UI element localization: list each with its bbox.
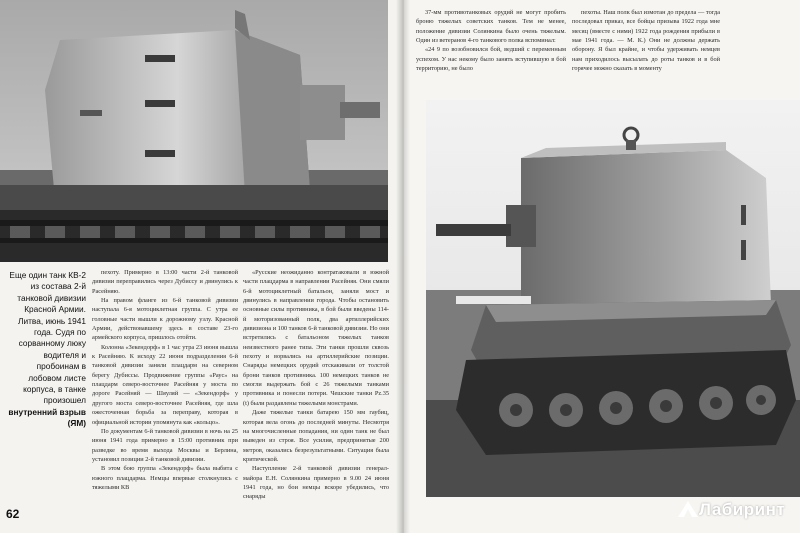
paragraph: пехоту. Примерно в 13:00 части 2-й танковой дивизии переправились через Дубиссу и двинулись к Расейняю. bbox=[92, 269, 238, 295]
caption-emphasis: внутренний взрыв bbox=[8, 406, 86, 417]
book-gutter bbox=[396, 0, 410, 533]
kv2-tank-photo-left bbox=[0, 0, 388, 262]
labirint-watermark: Лабиринт bbox=[678, 500, 785, 520]
paragraph: По документам 6-й танковой дивизии в ночь на 25 июня 1941 года примерно в 15:00 противник при разведке во время выхода Москвы и Берлина, установил позиции 2-й танковой дивизии. bbox=[92, 427, 238, 463]
paragraph: 37-мм противотанковых орудий не могут пробить броню тяжелых советских танков. Тем не менее, положение дивизии Солянкина было очень тяжелым. Один из ветеранов 4-го танкового полка вспоминал: bbox=[416, 9, 566, 45]
left-column-1 bbox=[92, 268, 238, 506]
right-column-1 bbox=[416, 8, 566, 98]
paragraph: В этом бою группа «Зекендорф» была выбита с южного плацдарма. Немцы впервые столкнулись с тяжелыми КВ bbox=[92, 465, 238, 491]
paragraph: «24 9 по возобновился бой, ведший с переменным успехом. У нас некому было занять вступившую в бой территорию, не было bbox=[416, 46, 566, 73]
right-column-2 bbox=[572, 8, 720, 98]
left-column-2 bbox=[243, 268, 389, 524]
caption-credit: (ЯМ) bbox=[67, 418, 86, 429]
kv2-tank-photo-right bbox=[426, 100, 800, 497]
paragraph: «Русские неожиданно контратаковали в южной части плацдарма в направлении Расейняя. Они смяли 6-й мотоциклетный батальон, заняли мост и двинулись в направлении города. Чтобы остановить основные силы противника, в бой были введены 114-й моторизованный полк, два артиллерийских дивизиона и 100 танков 6-й танковой дивизии. Но они встретились с батальоном тяжелых танков неизвестного ранее типа. Эти танки прошли сквозь пехоту и ворвались на артиллерийские позиции. Снаряды немецких орудий отскакивали от толстой брони танков противника. 100 немецких танков не смогли выдержать бой с 26 тяжелыми танками противника и понесли потери. Чешские танки Pz.35 (t) были раздавлены тяжелыми монстрами. bbox=[243, 269, 389, 407]
paragraph: Наступление 2-й танковой дивизии генерал-майора Е.Н. Солянкина примерно в 9.00 24 июня 1941 года, но бои немцы вскоре убедились, что снаряды bbox=[243, 465, 389, 501]
photo-caption bbox=[6, 270, 86, 430]
paragraph: Даже тяжелые танки батарею 150 мм гаубиц, которая вела огонь до последней минуты. Несмотря на многочисленные попадания, ни один танк не был выведен из строя. Все усилия, предпринятые 200 метров, оказались безрезультатными. Ситуация была критической. bbox=[243, 409, 389, 463]
paragraph: пехоты. Наш полк был измотан до предела — тогда последовал приказ, все бойцы призыва 1922 года мне месяц (вместе с ними) 1922 года рождения прибыли в мае 1941 года. — М. К.) Они не должны держать оборону. Я был крайне, и чтобы удерживать немцев нам приходилось высылать до роты танков и в бой горячее можно сказать в моменту bbox=[572, 9, 720, 73]
paragraph: Колонна «Зекендорф» в 1 час утра 23 июня вышла к Расейняю. К исходу 22 июня подразделения 6-й танковой дивизии заняли плацдарм на северном берегу Дубиссы. Продвижение группы «Раус» на плацдарм северо-восточнее Расейняя у моста по дороге Расейняй — Шяуляй — «Зекендорф» у другого моста северо-восточнее Расейняя, где шла ожесточенная борьба за переправу, которая в официальной истории упомянута как «кольцо». bbox=[92, 343, 238, 426]
right-page bbox=[402, 0, 800, 533]
paragraph: На правом фланге из 6-й танковой дивизии наступала 6-я мотоциклетная группа. С утра ее головные части вышли к дорожному узлу. Красной Армии, действовавшему здесь в составе 23-го армейского корпуса, пришлось отойти. bbox=[92, 297, 238, 342]
caption-text: Еще один танк КВ-2 из состава 2-й танковой дивизии Красной Армии. Литва, июнь 1941 года. Судя по сорванному люку водителя и пробоинам в лобовом листе корпуса, в танке произошел bbox=[9, 270, 86, 406]
labirint-logo-icon bbox=[678, 501, 698, 517]
page-number: 62 bbox=[6, 507, 20, 521]
